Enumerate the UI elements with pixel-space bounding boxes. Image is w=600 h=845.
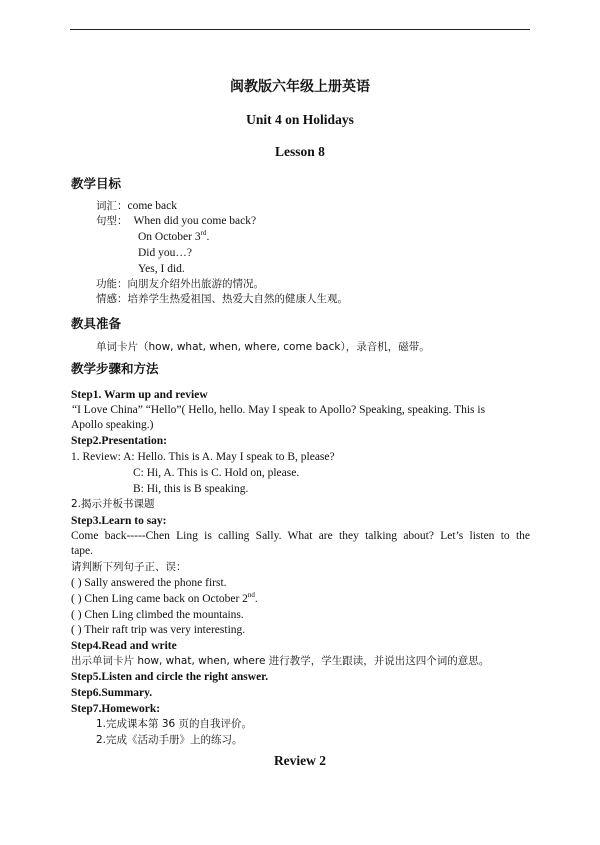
judge-item-2-end: . [254, 593, 258, 605]
tools-heading: 教具准备 [71, 316, 122, 331]
homework-item-1: 1.完成课本第 36 页的自我评价。 [96, 718, 253, 730]
function-line [96, 277, 264, 291]
judge-instruction: 请判断下列句子正、误： [71, 561, 187, 573]
step2-heading: Step2.Presentation: [71, 435, 167, 447]
step3-text-line2: tape. [71, 545, 94, 557]
sentence-label: 句型： [96, 215, 128, 227]
judge-item-2 [71, 592, 258, 606]
unit-title: Unit 4 on Holidays [246, 112, 354, 127]
review-line-2: C: Hi, A. This is C. Hold on, please. [133, 467, 300, 479]
sentence-2-end: . [206, 231, 210, 243]
judge-item-4: ( ) Their raft trip was very interesting. [71, 624, 246, 636]
step1-text-line2: Apollo speaking.) [71, 419, 154, 431]
objectives-heading: 教学目标 [71, 176, 122, 191]
lesson-title: Lesson 8 [275, 144, 325, 159]
judge-item-1: ( ) Sally answered the phone first. [71, 577, 227, 589]
function-label: 功能： [96, 278, 128, 290]
top-rule [70, 29, 530, 30]
emotion-label: 情感： [96, 293, 128, 305]
sentence-4: Yes, I did. [138, 263, 185, 275]
vocab-label: 词汇： [96, 200, 128, 212]
review-title: Review 2 [273, 753, 327, 768]
sentence-2-text: On October 3 [138, 231, 201, 243]
sentence-1: When did you come back? [133, 215, 257, 227]
step1-heading: Step1. Warm up and review [71, 389, 208, 401]
page-title: 闽教版六年级上册英语 [230, 79, 370, 95]
review-line-3: B: Hi, this is B speaking. [133, 483, 249, 495]
emotion-line [96, 292, 348, 306]
sentence-line-1 [96, 214, 256, 228]
sentence-3: Did you…? [138, 247, 192, 259]
step4-heading: Step4.Read and write [71, 640, 177, 652]
judge-item-2-text: ( ) Chen Ling came back on October 2 [71, 593, 248, 605]
judge-item-2-sup: nd [247, 591, 255, 600]
sentence-2-sup: rd [200, 229, 207, 238]
function-value: 向朋友介绍外出旅游的情况。 [127, 278, 264, 290]
review-line-1: 1. Review: A: Hello. This is A. May I speak to B, please? [71, 451, 335, 463]
step4-text: 出示单词卡片 how, what, when, where 进行教学，学生跟读，并说出这四个词的意思。 [71, 655, 490, 667]
step7-heading: Step7.Homework: [71, 703, 161, 715]
homework-item-2: 2.完成《活动手册》上的练习。 [96, 734, 243, 746]
step1-text-line1: “I Love China” “Hello”( Hello, hello. May I speak to Apollo? Speaking, speaking. This is [72, 404, 486, 416]
steps-heading: 教学步骤和方法 [71, 361, 159, 376]
judge-item-3: ( ) Chen Ling climbed the mountains. [71, 609, 244, 621]
step3-text-line1: Come back-----Chen Ling is calling Sally. What are they talking about? Let’s listen to the [71, 530, 530, 542]
step2-item2: 2.揭示并板书课题 [71, 498, 155, 510]
emotion-value: 培养学生热爱祖国、热爱大自然的健康人生观。 [127, 293, 348, 305]
step5-heading: Step5.Listen and circle the right answer. [71, 671, 269, 683]
step6-heading: Step6.Summary. [71, 687, 153, 699]
vocab-value: come back [127, 200, 177, 212]
step3-heading: Step3.Learn to say: [71, 515, 167, 527]
vocab-line [96, 199, 177, 213]
tools-text: 单词卡片（how, what, when, where, come back），录音机，磁带。 [96, 341, 430, 353]
sentence-2 [138, 230, 209, 244]
